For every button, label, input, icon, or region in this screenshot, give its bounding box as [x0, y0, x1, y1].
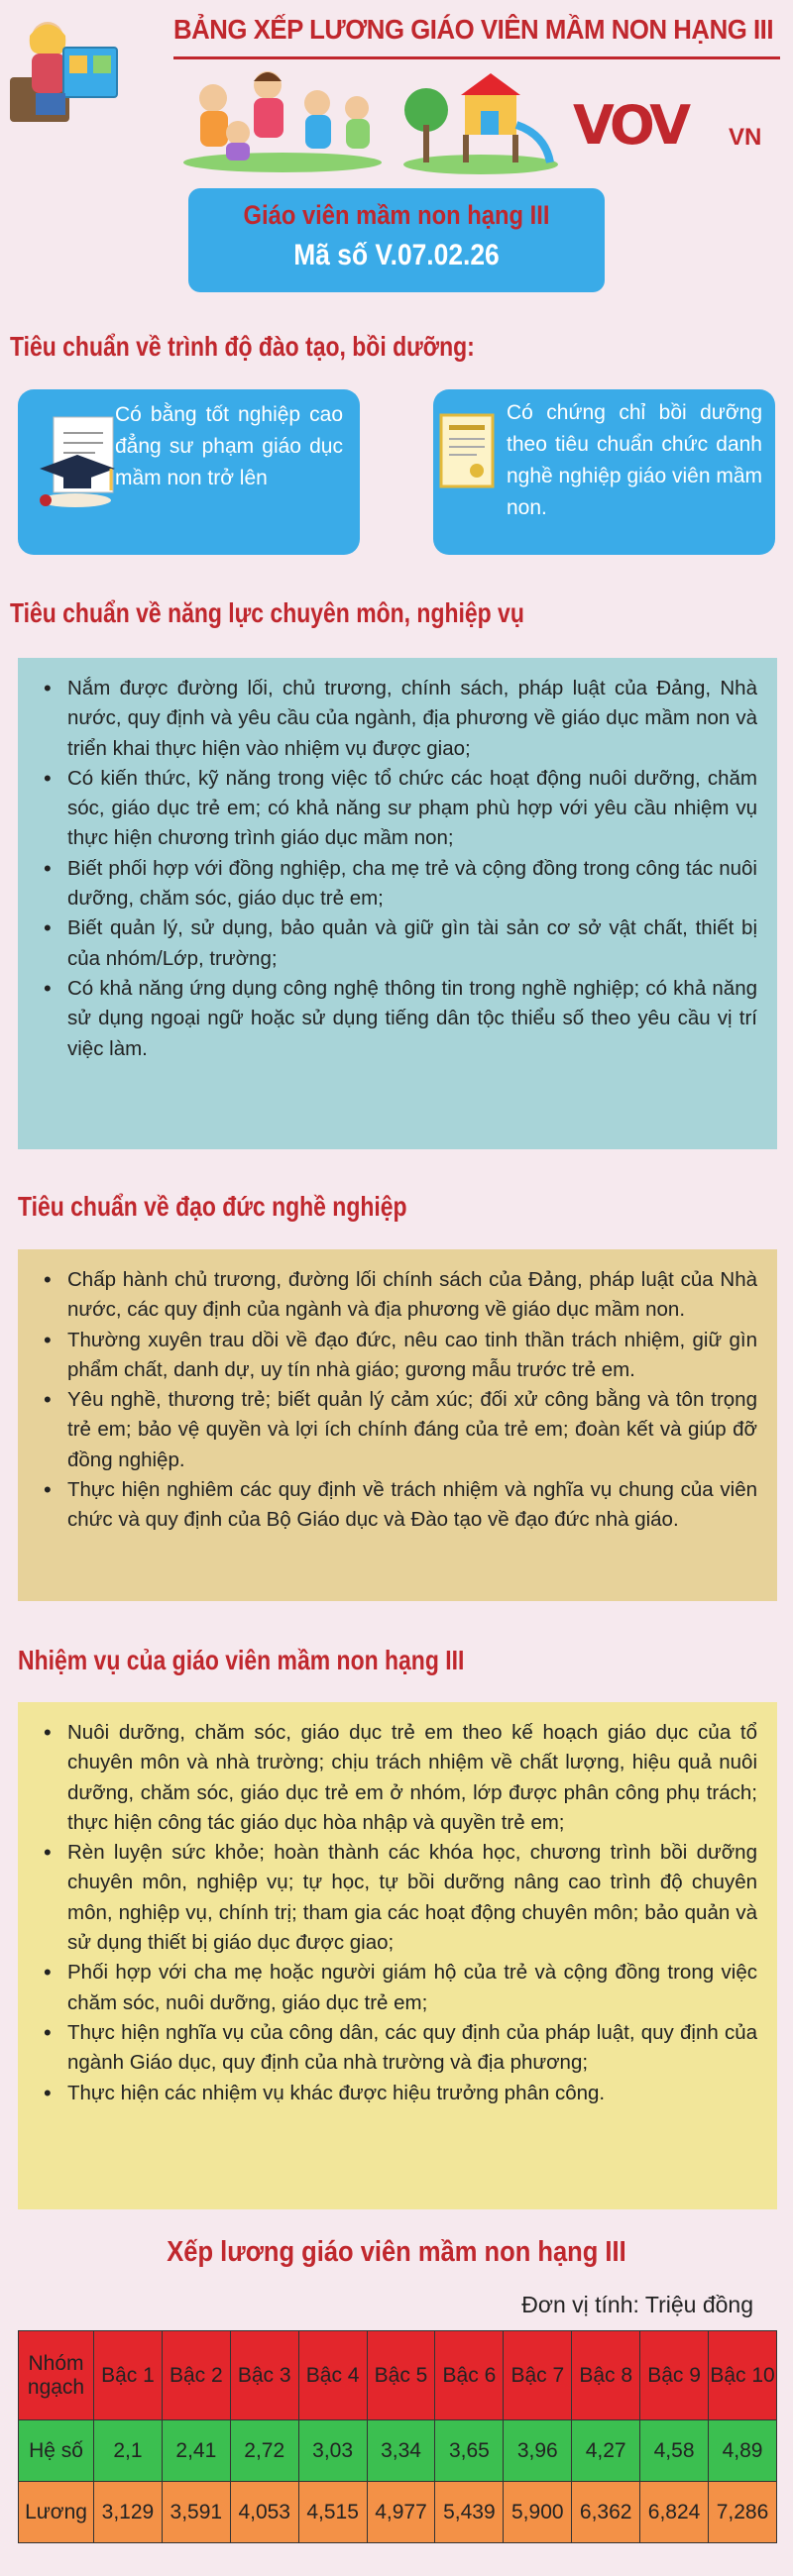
list-item: • Nuôi dưỡng, chăm sóc, giáo dục trẻ em theo kế hoạch giáo dục của tổ chuyên môn và nhà trường; chịu trách nhiệm về chất lượng, hiệu quả nuôi dưỡng, chăm sóc, giáo dục trẻ em ở nhóm, lớp được phân công phụ trách; thực hiện công tác giáo dục hòa nhập và quyền trẻ em; [38, 1718, 757, 1838]
table-cell: 4,58 [640, 2420, 709, 2482]
list-item: • Thực hiện các nhiệm vụ khác được hiệu trưởng phân công. [38, 2079, 757, 2108]
table-header-cell: Bậc 6 [435, 2331, 504, 2420]
rank-code-box [188, 188, 605, 292]
table-cell: 3,591 [162, 2482, 230, 2543]
list-item: • Có khả năng ứng dụng công nghệ thông tin trong nghề nghiệp; có khả năng sử dụng ngoại ngữ hoặc sử dụng tiếng dân tộc thiểu số theo yêu cầu vị trí việc làm. [38, 974, 757, 1064]
certificate-card-text: Có chứng chỉ bồi dưỡng theo tiêu chuẩn chức danh nghề nghiệp giáo viên mầm non. [507, 401, 763, 519]
list-item: • Có kiến thức, kỹ năng trong việc tổ chức các hoạt động nuôi dưỡng, chăm sóc, giáo dục trẻ em; có khả năng sư phạm phù hợp với yêu cầu nhiệm vụ thực hiện chương trình giáo dục mầm non; [38, 764, 757, 854]
list-item: • Biết quản lý, sử dụng, bảo quản và giữ gìn tài sản cơ sở vật chất, thiết bị của nhóm/Lớp, trường; [38, 913, 757, 974]
unit-label: Đơn vị tính: Triệu đồng [521, 2292, 753, 2317]
table-cell: 2,1 [94, 2420, 163, 2482]
table-cell: 3,96 [504, 2420, 572, 2482]
table-cell: 7,286 [709, 2482, 777, 2543]
table-cell: 5,900 [504, 2482, 572, 2543]
table-cell: 4,515 [298, 2482, 367, 2543]
table-header-cell: Bậc 3 [230, 2331, 298, 2420]
table-cell: 3,65 [435, 2420, 504, 2482]
table-header-cell: Bậc 4 [298, 2331, 367, 2420]
table-cell: 3,129 [94, 2482, 163, 2543]
degree-card-text: Có bằng tốt nghiệp cao đẳng sư phạm giáo dục mầm non trở lên [115, 403, 343, 489]
children-playing-illustration [178, 63, 387, 172]
table-cell: 4,053 [230, 2482, 298, 2543]
list-item: • Thường xuyên trau dồi về đạo đức, nêu cao tinh thần trách nhiệm, giữ gìn phẩm chất, danh dự, uy tín nhà giáo; gương mẫu trước trẻ em. [38, 1326, 757, 1386]
table-cell: 3,03 [298, 2420, 367, 2482]
certificate-icon [437, 411, 497, 495]
row-label: Hệ số [19, 2420, 94, 2482]
rank-name: Giáo viên mầm non hạng III [243, 200, 550, 230]
table-header-cell: Bậc 9 [640, 2331, 709, 2420]
teacher-reading-illustration [8, 8, 132, 127]
duties-panel [18, 1702, 777, 2209]
salary-table-title: Xếp lương giáo viên mầm non hạng III [167, 2236, 626, 2268]
list-item: • Yêu nghề, thương trẻ; biết quản lý cảm xúc; đối xử công bằng và tôn trọng trẻ em; bảo vệ quyền và lợi ích chính đáng của trẻ em; đoàn kết và giúp đỡ đồng nghiệp. [38, 1385, 757, 1475]
table-header-cell: Bậc 7 [504, 2331, 572, 2420]
certificate-card [433, 389, 775, 555]
ethics-section-title: Tiêu chuẩn về đạo đức nghề nghiệp [18, 1191, 407, 1222]
rank-code: Mã số V.07.02.26 [293, 239, 500, 271]
salary-table [18, 2330, 777, 2543]
training-section-title: Tiêu chuẩn về trình độ đào tạo, bồi dưỡng: [10, 331, 475, 362]
list-item: • Nắm được đường lối, chủ trương, chính sách, pháp luật của Đảng, Nhà nước, quy định và yêu cầu của ngành, địa phương về giáo dục mầm non và triển khai thực hiện vào nhiệm vụ được giao; [38, 674, 757, 764]
table-cell: 3,34 [367, 2420, 435, 2482]
page-title: BẢNG XẾP LƯƠNG GIÁO VIÊN MẦM NON HẠNG III [173, 14, 774, 45]
table-cell: 6,824 [640, 2482, 709, 2543]
table-header-cell: Bậc 10 [709, 2331, 777, 2420]
vov-logo: VOV [573, 94, 688, 157]
table-header-cell: Bậc 5 [367, 2331, 435, 2420]
table-row [19, 2420, 777, 2482]
competence-section-title: Tiêu chuẩn về năng lực chuyên môn, nghiệp vụ [10, 597, 524, 628]
competence-list [38, 674, 757, 1064]
list-item: • Rèn luyện sức khỏe; hoàn thành các khóa học, chương trình bồi dưỡng chuyên môn, nghiệp vụ; tự học, tự bồi dưỡng nâng cao trình độ chuyên môn, nghiệp vụ, chính trị; tham gia các hoạt động chuyên môn; bảo quản và sử dụng thiết bị giáo dục được giao; [38, 1838, 757, 1958]
row-label: Lương [19, 2482, 94, 2543]
table-header-cell: Bậc 1 [94, 2331, 163, 2420]
list-item: • Chấp hành chủ trương, đường lối chính sách của Đảng, pháp luật của Nhà nước, các quy định của ngành và địa phương về giáo dục mầm non. [38, 1265, 757, 1326]
table-cell: 6,362 [572, 2482, 640, 2543]
list-item: • Phối hợp với cha mẹ hoặc người giám hộ của trẻ và cộng đồng trong việc chăm sóc, nuôi dưỡng, giáo dục trẻ em; [38, 1958, 757, 2018]
list-item: • Thực hiện nghiêm các quy định về trách nhiệm và nghĩa vụ chung của viên chức và quy định của Bộ Giáo dục và Đào tạo về đạo đức nhà giáo. [38, 1475, 757, 1536]
table-cell: 2,41 [162, 2420, 230, 2482]
table-cell: 5,439 [435, 2482, 504, 2543]
vov-logo-suffix: VN [729, 124, 762, 151]
degree-card [18, 389, 360, 555]
table-header-row [19, 2331, 777, 2420]
ethics-panel [18, 1249, 777, 1601]
duties-section-title: Nhiệm vụ của giáo viên mầm non hạng III [18, 1645, 465, 1675]
playground-illustration [401, 65, 560, 174]
table-cell: 4,27 [572, 2420, 640, 2482]
table-header-cell: Bậc 8 [572, 2331, 640, 2420]
title-underline [173, 56, 780, 59]
table-header-cell: Bậc 2 [162, 2331, 230, 2420]
ethics-list [38, 1265, 757, 1536]
header [0, 0, 793, 188]
list-item: • Thực hiện nghĩa vụ của công dân, các quy định của pháp luật, quy định của ngành Giáo dục, quy định của nhà trường và địa phương; [38, 2018, 757, 2079]
table-cell: 4,89 [709, 2420, 777, 2482]
table-cell: 4,977 [367, 2482, 435, 2543]
table-row [19, 2482, 777, 2543]
table-cell: 2,72 [230, 2420, 298, 2482]
competence-panel [18, 658, 777, 1149]
table-header-cell: Nhóm ngạch [19, 2331, 94, 2420]
list-item: • Biết phối hợp với đồng nghiệp, cha mẹ trẻ và cộng đồng trong công tác nuôi dưỡng, chăm sóc, giáo dục trẻ em; [38, 854, 757, 914]
duties-list [38, 1718, 757, 2108]
